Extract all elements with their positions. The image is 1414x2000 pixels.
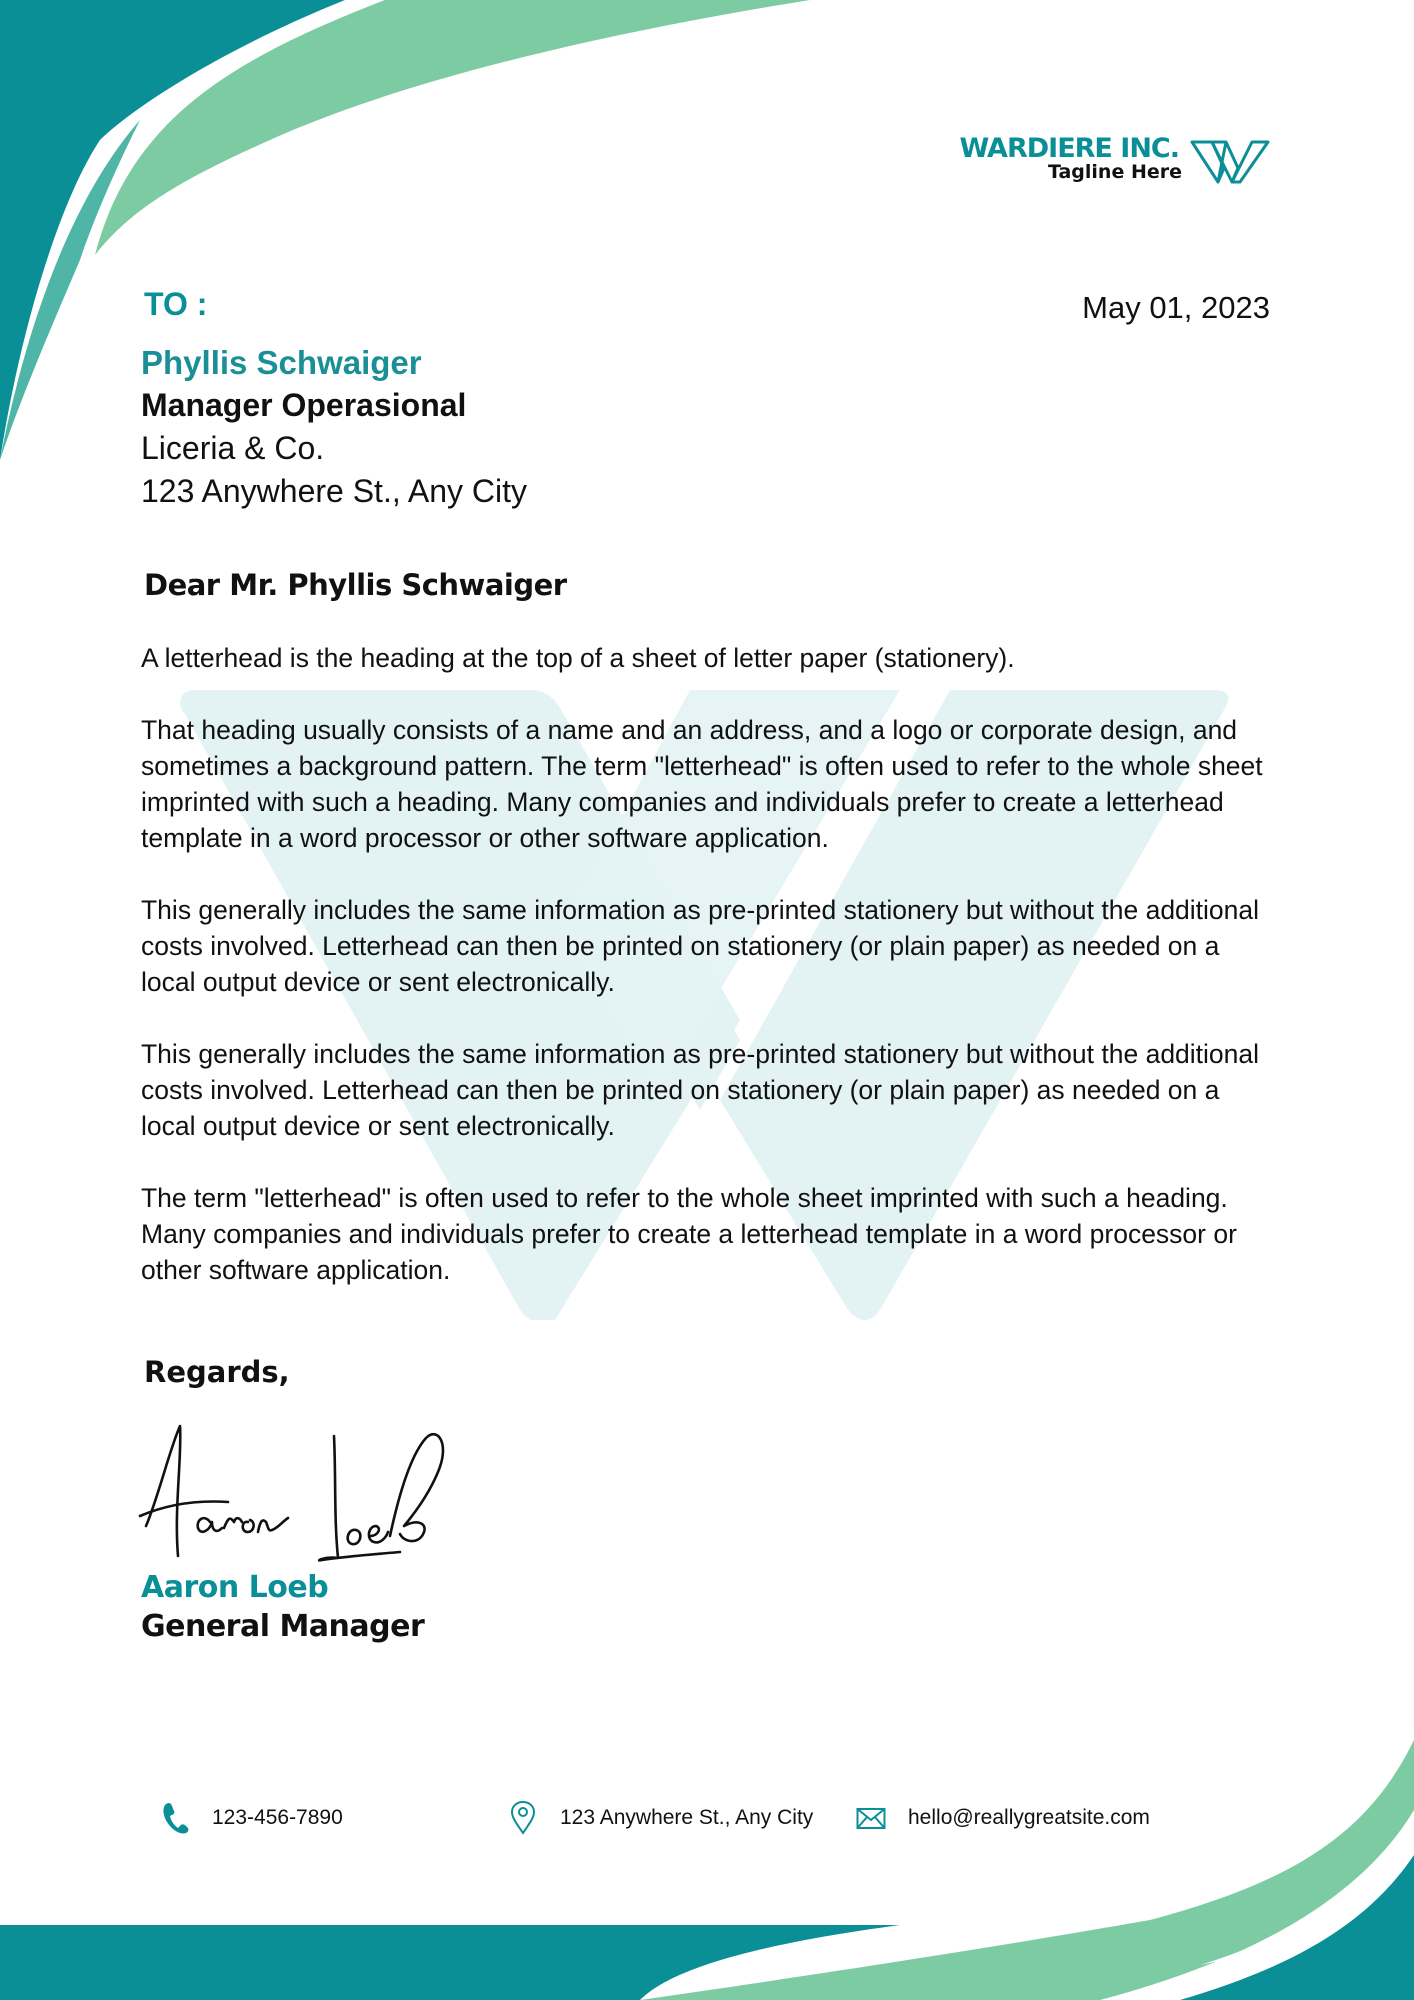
body-paragraph: That heading usually consists of a name and an address, and a logo or corporate design, and sometimes a background pattern. The term "letterhead" is often used to refer to the whole sheet imprinted with such a heading. Many companies and individuals prefer to create a letterhead template in a word processor or other software application. xyxy=(141,715,1263,853)
salutation: Dear Mr. Phyllis Schwaiger xyxy=(144,568,567,602)
body-paragraph: This generally includes the same information as pre-printed stationery but without the additional costs involved. Letterhead can then be printed on stationery (or plain paper) as needed on a local output device or sent electronically. xyxy=(141,895,1260,997)
signer-name: Aaron Loeb xyxy=(141,1570,329,1605)
handwritten-signature xyxy=(138,1418,498,1568)
company-name: WARDIERE INC. xyxy=(959,133,1179,164)
company-tagline: Tagline Here xyxy=(1047,161,1182,183)
body-paragraph: The term "letterhead" is often used to refer to the whole sheet imprinted with such a heading. Many companies and individuals prefer to create a letterhead template in a word processor or other software application. xyxy=(141,1183,1237,1285)
to-label: TO : xyxy=(144,286,208,322)
recipient-title: Manager Operasional xyxy=(141,387,467,423)
recipient-address: 123 Anywhere St., Any City xyxy=(141,473,527,509)
footer-email-text: hello@reallygreatsite.com xyxy=(908,1806,1150,1829)
mail-icon xyxy=(856,1801,886,1835)
footer-address-text: 123 Anywhere St., Any City xyxy=(560,1806,814,1829)
signer-title: General Manager xyxy=(141,1609,425,1644)
body-paragraph: A letterhead is the heading at the top of a sheet of letter paper (stationery). xyxy=(141,643,1015,673)
footer-email xyxy=(856,1798,1150,1838)
footer-phone-text: 123-456-7890 xyxy=(212,1806,343,1829)
w-logo-icon xyxy=(1190,138,1270,186)
recipient-company: Liceria & Co. xyxy=(141,430,325,466)
closing: Regards, xyxy=(144,1355,290,1389)
phone-icon xyxy=(160,1801,190,1835)
recipient-name: Phyllis Schwaiger xyxy=(141,344,422,381)
footer-address xyxy=(508,1798,813,1838)
footer-phone xyxy=(160,1798,343,1838)
letter-date: May 01, 2023 xyxy=(1082,290,1270,325)
letter-body xyxy=(141,640,1281,1324)
body-paragraph: This generally includes the same information as pre-printed stationery but without the additional costs involved. Letterhead can then be printed on stationery (or plain paper) as needed on a local output device or sent electronically. xyxy=(141,1039,1260,1141)
location-pin-icon xyxy=(508,1801,538,1835)
